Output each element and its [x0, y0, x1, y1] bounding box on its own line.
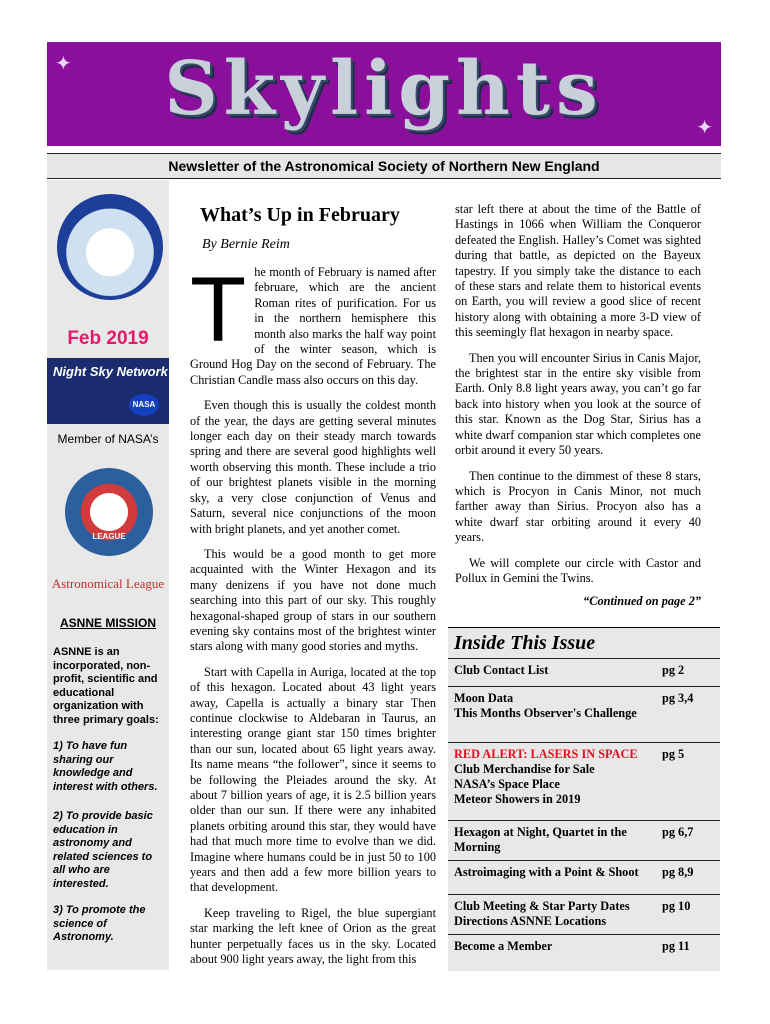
toc-page: pg 5 — [662, 747, 685, 761]
toc-page: pg 6,7 — [662, 825, 694, 839]
newsletter-subtitle: Newsletter of the Astronomical Society of Northern New England — [47, 153, 721, 179]
masthead — [47, 42, 721, 146]
mission-goal: 2) To provide basic education in astronomy and related sciences to all who are interested. — [53, 810, 153, 890]
inside-this-issue — [448, 627, 720, 971]
toc-page: pg 8,9 — [662, 865, 694, 879]
issue-date: Feb 2019 — [67, 328, 149, 349]
toc-row[interactable]: Club Meeting & Star Party Dates Directions ASNNE Locations pg 10 — [448, 894, 720, 935]
mission-intro: ASNNE is an incorporated, non-profit, scientific and educational organization with three primary goals: — [53, 646, 159, 726]
astronomical-league-logo — [65, 468, 153, 556]
league-logo-text: LEAGUE — [92, 532, 126, 541]
inside-heading: Inside This Issue — [454, 632, 596, 654]
article-paragraph: This would be a good month to get more acquainted with the Winter Hexagon and its many denizens if you have not done much searching into this part of our sky. This roughly hexagonal-shaped group of stars in our southern evening sky contains most of the brightest winter stars along with many good stories and myths. — [190, 546, 436, 654]
newsletter-title: Skylights — [164, 46, 604, 132]
article-paragraph: Even though this is usually the coldest month of the year, the days are getting several minutes longer each day on their steady march towards spring and there are several good highlights well worth observing this month. These include a trio of our brightest planets visible in the morning sky, a very close conjunction of Venus and Saturn, several nice conjunctions of the moon with bright planets, and yet another comet. — [190, 398, 436, 536]
article-paragraph: Keep traveling to Rigel, the blue supergiant star marking the left knee of Orion as the great hunter perpetually faces us in the sky. Located about 900 light years away, the light from this — [190, 905, 436, 967]
member-text: Member of NASA’s — [57, 432, 159, 446]
toc-row[interactable]: Club Contact List pg 2 — [448, 658, 720, 687]
article-paragraph: We will complete our circle with Castor and Pollux in Gemini the Twins. — [455, 555, 701, 585]
mission-heading: ASNNE MISSION — [59, 616, 156, 630]
society-logo — [57, 194, 163, 300]
mission-goal: 1) To have fun sharing our knowledge and interest with others. — [53, 740, 158, 793]
league-caption: Astronomical League — [51, 576, 165, 591]
article-paragraph: Then you will encounter Sirius in Canis Major, the brightest star in the entire sky visible from Earth. Only 8.8 light years away, you can’t go far back into history when you look at the source of this star. Known as the Dog Star, Sirius has a white dwarf companion star which completes one orbit around it every 50 years. — [455, 350, 701, 458]
toc-row[interactable]: RED ALERT: LASERS IN SPACE Club Merchandise for Sale NASA’s Space Place Meteor Showers in 2019 pg 5 — [448, 742, 720, 821]
article-byline: By Bernie Reim — [202, 237, 290, 252]
toc-row[interactable]: Hexagon at Night, Quartet in the Morning pg 6,7 — [448, 820, 720, 861]
article-paragraph: star left there at about the time of the Battle of Hastings in 1066 when William the Conqueror defeated the English. Halley’s Comet was sighted during that battle, as depicted on the Bayeux tapestry. If you simply take the distance to each of these stars and relate them to historical events on Earth, you will review a good slice of recent history along with obtaining a more 3-D view of this seemingly flat hexagon in nearby space. — [455, 202, 701, 340]
article-right-column — [455, 202, 701, 609]
toc-page: pg 2 — [662, 663, 685, 677]
sparkle-star-icon: ✦ — [696, 117, 713, 139]
article-title: What’s Up in February — [200, 204, 400, 226]
article-paragraph: Start with Capella in Auriga, located at the top of this hexagon. Located about 43 light years away, Capella is actually a binary star Then continue clockwise to Aldebaran in Taurus, an interesting orange giant star 150 times brighter than our sun, located about 65 light years away. Its name means “the follower”, since it seems to be following the Pleiades around the sky. At about 7 billion years of age, it is 2.5 billion years older than our sun. If there were any inhabited planets orbiting around this star, they would have had that much more time to evolve than we did. Imagine where humans could be in just 50 to 100 years and then add a few more billion years to that development. — [190, 664, 436, 895]
night-sky-network-logo — [47, 358, 169, 424]
toc-page: pg 11 — [662, 939, 690, 953]
continued-note: “Continued on page 2” — [583, 594, 701, 609]
drop-cap: T — [190, 259, 247, 361]
mission-goal: 3) To promote the science of Astronomy. — [53, 904, 146, 943]
toc-row[interactable]: Become a Member pg 11 — [448, 934, 720, 971]
nsn-title: Night Sky Network — [53, 364, 168, 379]
society-logo-text: ASNNE — [94, 240, 126, 250]
article-main-column — [190, 190, 436, 967]
article-paragraph: Then continue to the dimmest of these 8 stars, which is Procyon in Canis Minor, not much farther away than Sirius. Procyon also has a white dwarf star orbiting around it every 40 years. — [455, 468, 701, 545]
toc-page: pg 10 — [662, 899, 691, 913]
nasa-badge: NASA — [129, 394, 159, 416]
toc-row[interactable]: Moon Data This Months Observer's Challenge pg 3,4 — [448, 686, 720, 743]
sparkle-star-icon: ✦ — [55, 53, 72, 75]
article-paragraph: The month of February is named after februare, which are the ancient Roman rites of purification. For us in the northern hemisphere this month also marks the half way point of the winter season, which is Ground Hog Day on the second of February. The Christian Candle mass also occurs on this day. — [190, 259, 436, 387]
toc-page: pg 3,4 — [662, 691, 694, 705]
sidebar — [47, 180, 169, 970]
toc-row[interactable]: Astroimaging with a Point & Shoot pg 8,9 — [448, 860, 720, 895]
